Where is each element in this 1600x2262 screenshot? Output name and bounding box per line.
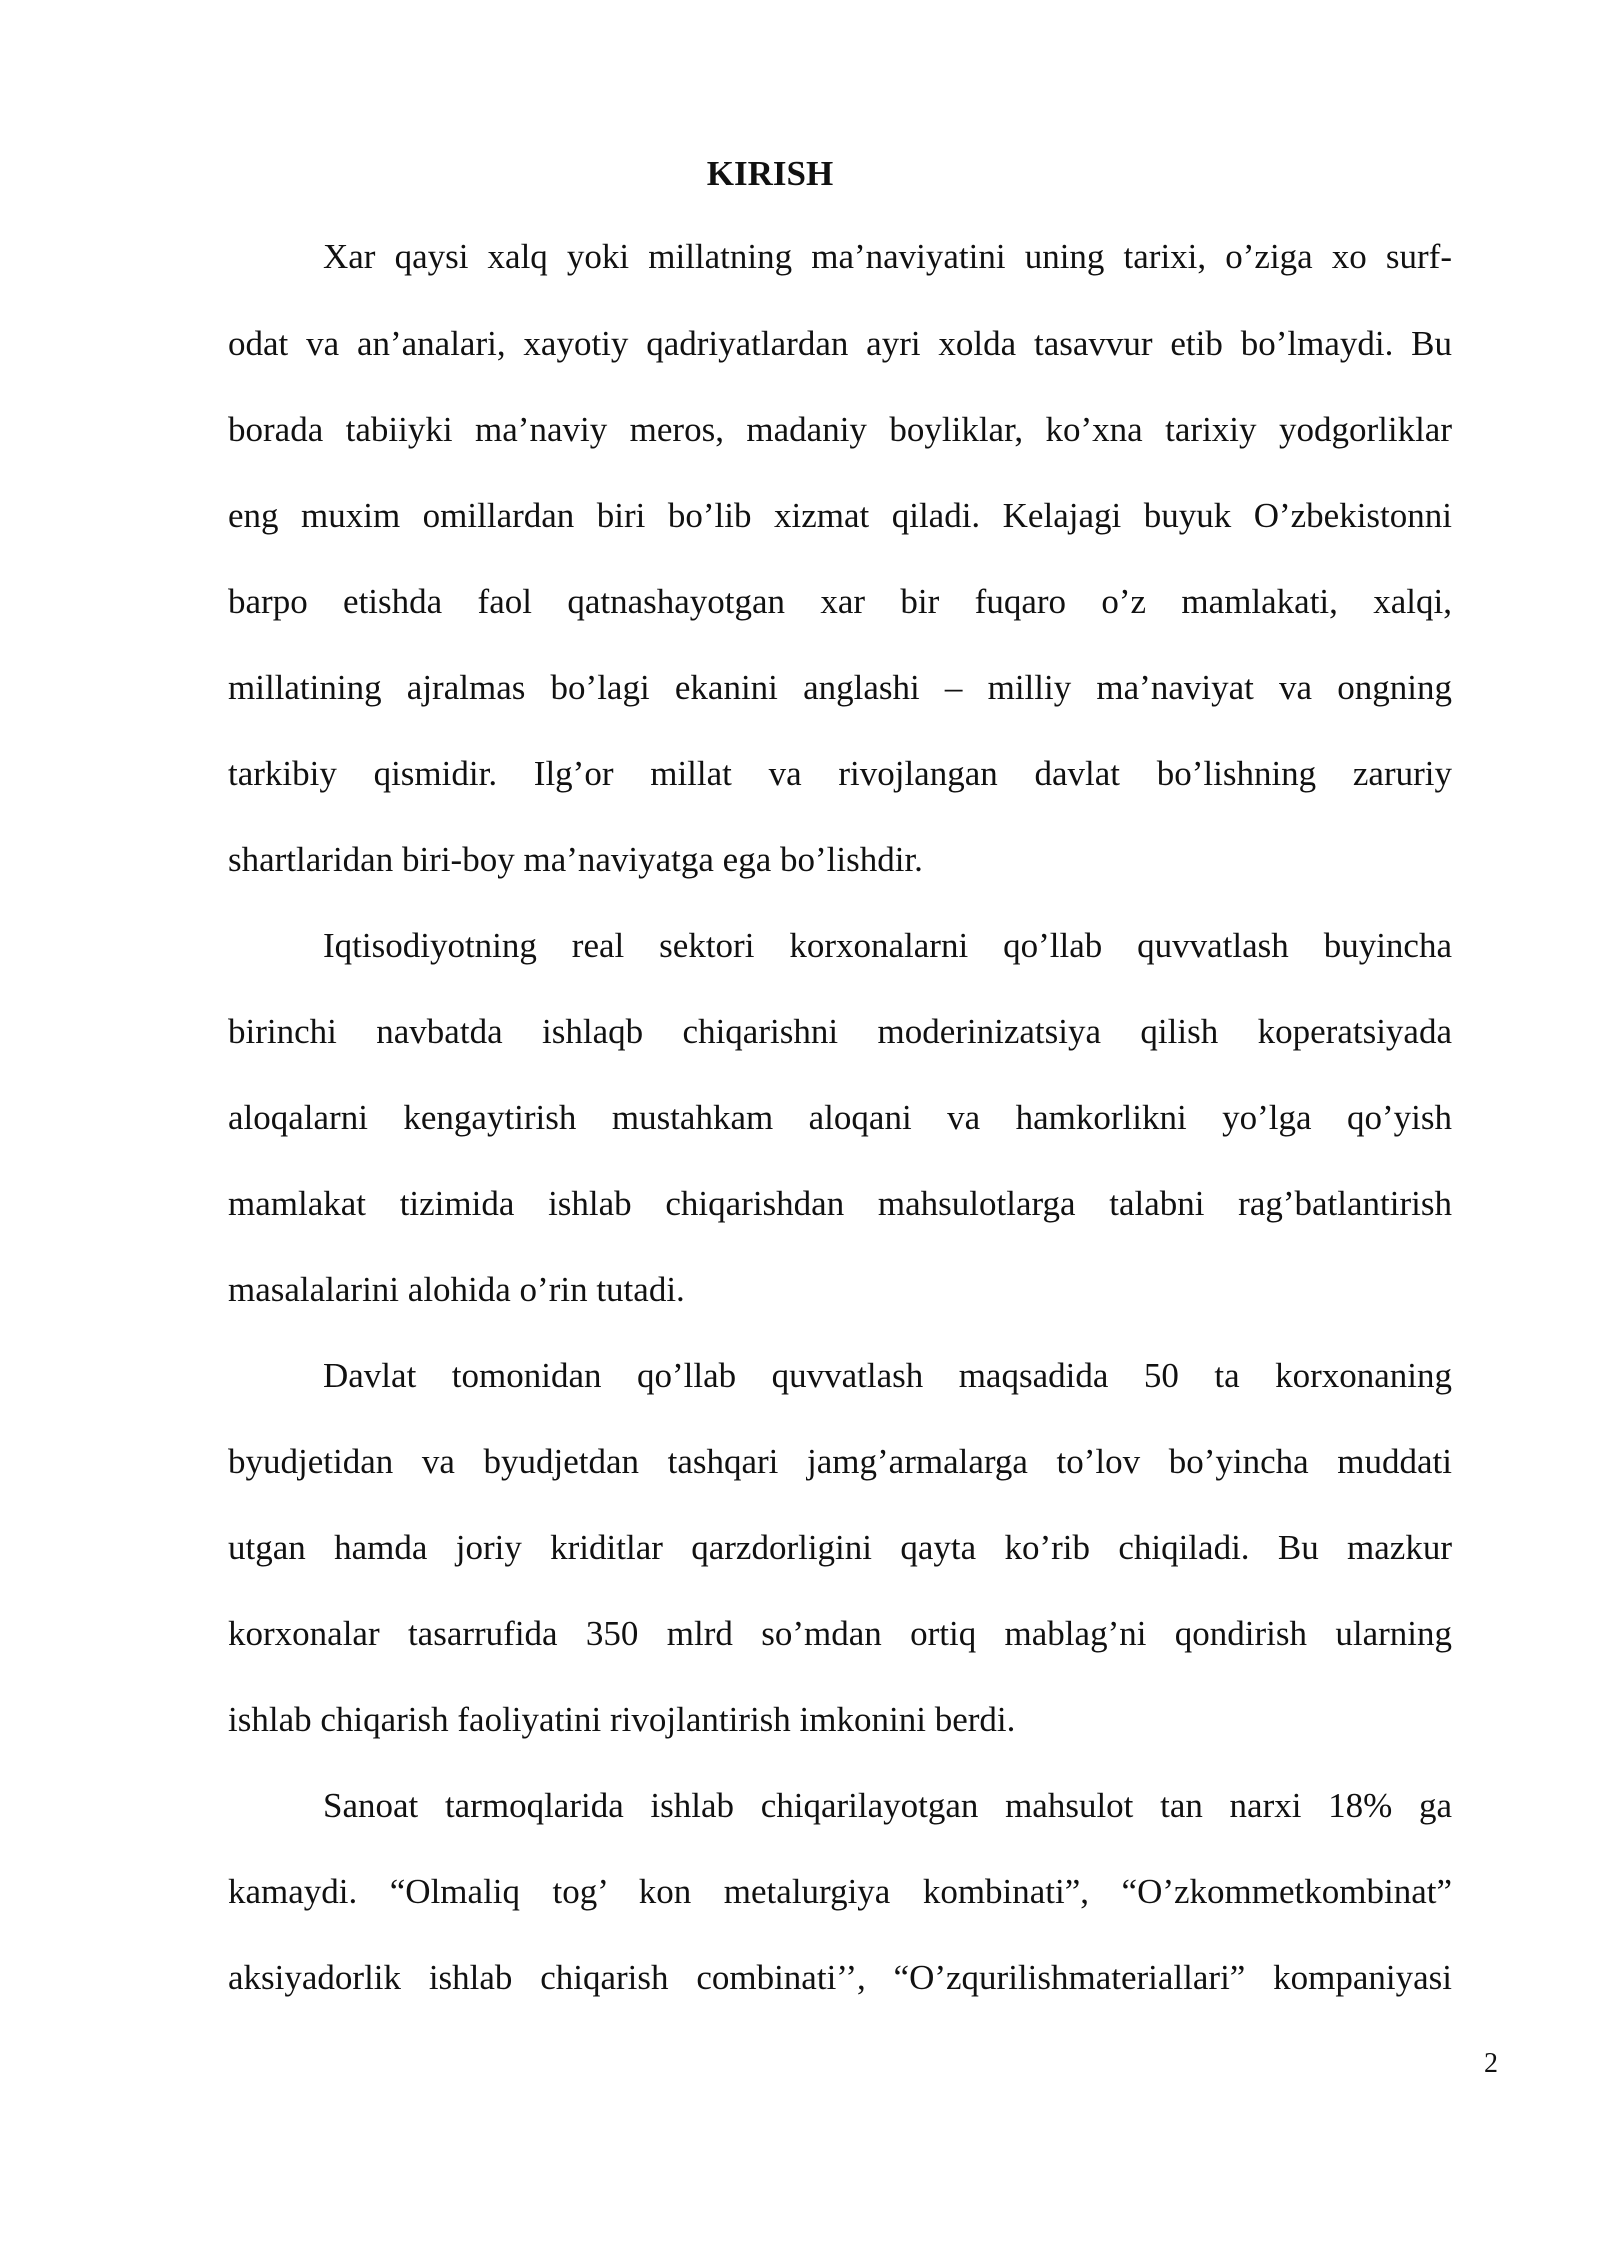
text-line: millatining ajralmas bo’lagi ekanini anglashi – milliy ma’naviyat va ongning — [228, 668, 1452, 707]
text-line: tarkibiy qismidir. Ilg’or millat va rivojlangan davlat bo’lishning zaruriy — [228, 754, 1452, 793]
text-line: aksiyadorlik ishlab chiqarish combinati’’, “O’zqurilishmateriallari” kompaniyasi — [228, 1958, 1452, 1997]
text-line: Xar qaysi xalq yoki millatning ma’naviyatini uning tarixi, o’ziga xo surf- — [323, 237, 1452, 276]
text-line: barpo etishda faol qatnashayotgan xar bir fuqaro o’z mamlakati, xalqi, — [228, 582, 1452, 621]
text-line: eng muxim omillardan biri bo’lib xizmat qiladi. Kelajagi buyuk O’zbekistonni — [228, 496, 1452, 535]
text-line: ishlab chiqarish faoliyatini rivojlantirish imkonini berdi. — [228, 1700, 1016, 1739]
text-line: Davlat tomonidan qo’llab quvvatlash maqsadida 50 ta korxonaning — [323, 1356, 1452, 1395]
text-line: kamaydi. “Olmaliq tog’ kon metalurgiya kombinati”, “O’zkommetkombinat” — [228, 1872, 1452, 1911]
text-line: birinchi navbatda ishlaqb chiqarishni moderinizatsiya qilish koperatsiyada — [228, 1012, 1452, 1051]
text-line: byudjetidan va byudjetdan tashqari jamg’armalarga to’lov bo’yincha muddati — [228, 1442, 1452, 1481]
text-line: korxonalar tasarrufida 350 mlrd so’mdan ortiq mablag’ni qondirish ularning — [228, 1614, 1452, 1653]
text-line: aloqalarni kengaytirish mustahkam aloqani va hamkorlikni yo’lga qo’yish — [228, 1098, 1452, 1137]
text-line: Iqtisodiyotning real sektori korxonalarni qo’llab quvvatlash buyincha — [323, 926, 1452, 965]
text-line: borada tabiiyki ma’naviy meros, madaniy boyliklar, ko’xna tarixiy yodgorliklar — [228, 410, 1452, 449]
section-heading: KIRISH — [706, 154, 834, 193]
text-line: masalalarini alohida o’rin tutadi. — [228, 1270, 685, 1309]
text-line: odat va an’analari, xayotiy qadriyatlardan ayri xolda tasavvur etib bo’lmaydi. Bu — [228, 324, 1452, 363]
text-line: utgan hamda joriy kriditlar qarzdorligini qayta ko’rib chiqiladi. Bu mazkur — [228, 1528, 1452, 1567]
page-number: 2 — [1484, 2048, 1498, 2079]
text-line: Sanoat tarmoqlarida ishlab chiqarilayotgan mahsulot tan narxi 18% ga — [323, 1786, 1452, 1825]
text-line: shartlaridan biri-boy ma’naviyatga ega bo’lishdir. — [228, 840, 923, 879]
text-line: mamlakat tizimida ishlab chiqarishdan mahsulotlarga talabni rag’batlantirish — [228, 1184, 1452, 1223]
